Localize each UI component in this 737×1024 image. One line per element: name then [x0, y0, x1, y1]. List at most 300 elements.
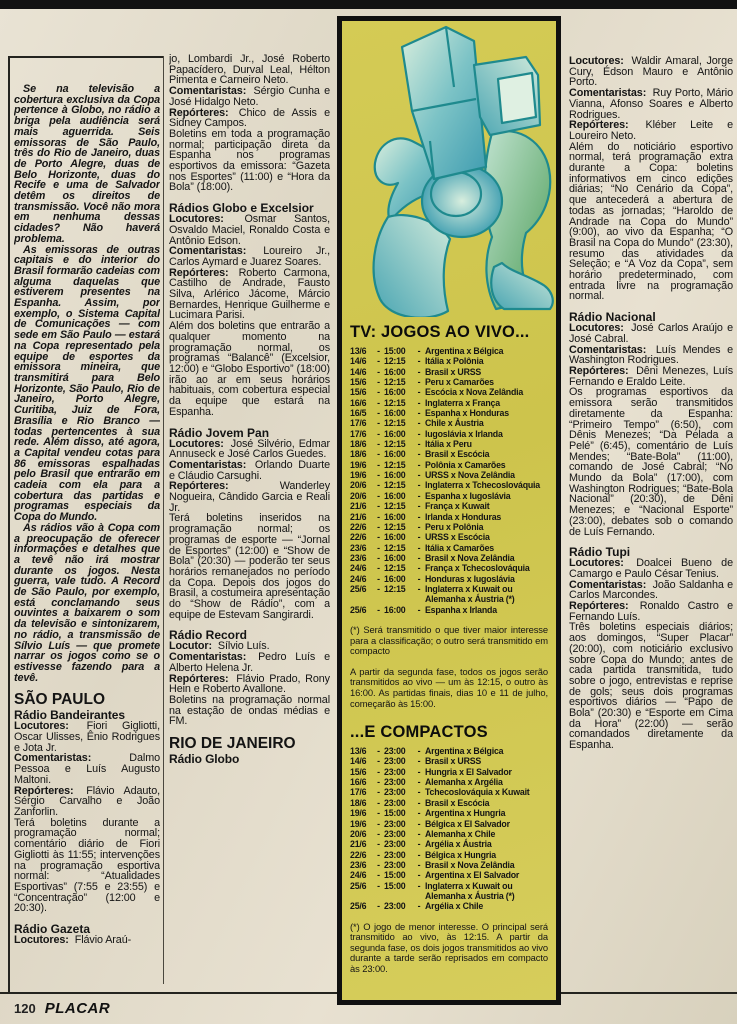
text-block	[569, 323, 733, 344]
match-date: 19/6	[350, 808, 367, 819]
separator-dash: -	[417, 532, 421, 543]
separator-dash: -	[377, 777, 380, 788]
match-date: 22/6	[350, 532, 367, 543]
match-teams: URSS x Nova Zelândia	[425, 470, 515, 481]
separator-dash: -	[417, 397, 421, 408]
separator-dash: -	[377, 501, 380, 512]
separator-dash: -	[417, 521, 421, 532]
text-block	[569, 366, 733, 387]
match-date: 16/6	[350, 777, 367, 788]
match-date: 20/6	[350, 490, 367, 501]
text-block	[169, 54, 330, 86]
role-label: Comentaristas:	[569, 343, 647, 356]
match-date: 17/6	[350, 428, 367, 439]
block-text: João Saldanha e Carlos Marcondes.	[569, 578, 733, 602]
separator-dash: -	[417, 449, 421, 460]
match-time: 12:15	[384, 480, 406, 491]
text-block	[169, 513, 330, 620]
match-date: 25/6	[350, 583, 367, 594]
match-time: 23:00	[384, 849, 406, 860]
block-text: Rádio Record	[169, 628, 248, 643]
role-label: Comentaristas:	[169, 458, 247, 471]
block-text: Além do noticiário esportivo normal, terá programação extra durante a Copa: boletins informativos em cinco edições diárias; “No Cenário da Copa”, que antecederá a abertura de todas as jornadas; “Haroldo de Andrade na Copa do Mundo” (9:00), ao vivo da Espanha; “O Brasil na Copa do Mundo” (23:30), resumo das atividades da Seleção; e “A Voz da Copa”, sem horário predeterminado, com entrada livre na programação normal.	[569, 140, 733, 303]
schedule-row	[350, 501, 548, 511]
text-block	[569, 88, 733, 120]
separator-dash: -	[377, 470, 380, 481]
match-teams: Inglaterra x Kuwait ou Alemanha x Áustria (*)	[425, 583, 515, 605]
match-teams: Itália x Peru	[425, 439, 472, 450]
match-teams: Espanha x Irlanda	[425, 604, 497, 615]
text-block	[169, 736, 330, 751]
block-text: Rádio Tupi	[569, 545, 631, 560]
match-time: 16:00	[384, 604, 406, 615]
separator-dash: -	[417, 563, 421, 574]
separator-dash: -	[377, 563, 380, 574]
separator-dash: -	[417, 756, 421, 767]
schedule-row	[350, 860, 548, 870]
match-time: 12:15	[384, 542, 406, 553]
separator-dash: -	[377, 859, 380, 870]
separator-dash: -	[377, 839, 380, 850]
match-teams: França x Kuwait	[425, 501, 490, 512]
separator-dash: -	[377, 532, 380, 543]
match-time: 12:15	[384, 521, 406, 532]
match-date: 22/6	[350, 849, 367, 860]
role-label: Repórteres:	[569, 119, 629, 132]
separator-dash: -	[377, 797, 380, 808]
match-time: 15:00	[384, 880, 406, 891]
text-block	[14, 818, 160, 914]
schedule-row	[350, 881, 548, 902]
block-text: Flávio Prado, Rony Hein e Roberto Avallone.	[169, 672, 330, 696]
column-divider-rule	[163, 56, 164, 984]
separator-dash: -	[377, 849, 380, 860]
match-date: 19/6	[350, 459, 367, 470]
match-date: 17/6	[350, 787, 367, 798]
block-text: Orlando Duarte e Cláudio Carsughi.	[169, 458, 330, 482]
match-teams: Honduras x Iugoslávia	[425, 573, 515, 584]
match-date: 16/5	[350, 408, 367, 419]
schedule-row	[350, 605, 548, 615]
match-time: 16:00	[384, 449, 406, 460]
match-teams: Peru x Polônia	[425, 521, 484, 532]
role-label: Comentaristas:	[169, 245, 247, 258]
match-time: 23:00	[384, 828, 406, 839]
text-block	[169, 481, 330, 513]
match-time: 16:00	[384, 428, 406, 439]
match-time: 12:15	[384, 583, 406, 594]
separator-dash: -	[377, 418, 380, 429]
separator-dash: -	[377, 377, 380, 388]
text-block	[169, 129, 330, 193]
separator-dash: -	[377, 511, 380, 522]
match-teams: Argentina x Bélgica	[425, 746, 504, 757]
text-block	[569, 387, 733, 537]
schedule-row	[350, 543, 548, 553]
block-text: Flávio Araú-	[74, 934, 132, 947]
second-column	[169, 54, 330, 972]
match-date: 25/6	[350, 880, 367, 891]
match-date: 13/6	[350, 346, 367, 356]
match-teams: Argélia x Chile	[425, 901, 484, 912]
separator-dash: -	[417, 377, 421, 388]
text-block	[169, 86, 330, 107]
block-text: SÃO PAULO	[14, 691, 105, 709]
match-teams: Itália x Polônia	[425, 356, 484, 367]
match-date: 15/6	[350, 377, 367, 388]
match-date: 22/6	[350, 521, 367, 532]
separator-dash: -	[377, 439, 380, 450]
role-label: Locutor:	[169, 640, 212, 653]
schedule-row	[350, 563, 548, 573]
separator-dash: -	[377, 408, 380, 419]
block-text: Terá boletins durante a programação normal; comentário diário de Fiori Gigliotti às 11:55; intervenções na programação esportiva normal: “Atualidades Esportivas” (7:55 e 23:55) e “Concentração” (12:00 e 20:30).	[14, 816, 160, 915]
separator-dash: -	[377, 604, 380, 615]
schedule-row	[350, 870, 548, 880]
schedule-row	[350, 356, 548, 366]
role-label: Repórteres:	[169, 106, 229, 119]
separator-dash: -	[377, 808, 380, 819]
match-teams: Iugoslávia x Irlanda	[425, 428, 503, 439]
text-block	[169, 652, 330, 673]
text-block	[569, 120, 733, 141]
block-text: Ronaldo Castro e Fernando Luís.	[569, 600, 733, 623]
separator-dash: -	[377, 366, 380, 377]
role-label: Locutores:	[569, 56, 624, 67]
role-label: Repórteres:	[569, 600, 629, 613]
separator-dash: -	[417, 356, 421, 367]
role-label: Repórteres:	[169, 266, 229, 279]
match-teams: Bélgica x El Salvador	[425, 818, 510, 829]
match-date: 23/6	[350, 552, 367, 563]
match-time: 23:00	[384, 839, 406, 850]
block-text: Rádio Globo	[169, 752, 240, 767]
block-text: Pedro Luís e Alberto Helena Jr.	[169, 651, 330, 674]
separator-dash: -	[377, 346, 380, 356]
match-teams: Bélgica x Hungria	[425, 849, 496, 860]
separator-dash: -	[417, 480, 421, 491]
text-block	[569, 142, 733, 303]
match-date: 18/6	[350, 439, 367, 450]
schedule-row	[350, 460, 548, 470]
schedule-row	[350, 553, 548, 563]
match-teams: Escócia x Nova Zelândia	[425, 387, 524, 398]
match-date: 14/6	[350, 756, 367, 767]
schedule-row	[350, 574, 548, 584]
match-teams: Tchecoslováquia x Kuwait	[425, 787, 530, 798]
schedule-row	[350, 439, 548, 449]
separator-dash: -	[377, 356, 380, 367]
match-time: 23:00	[384, 901, 406, 912]
schedule-row	[350, 756, 548, 766]
block-text: Chico de Assis e Sidney Campos.	[169, 106, 330, 130]
second-phase-note: A partir da segunda fase, todos os jogos serão transmitidos ao vivo — um às 12:15, o outro às 16:00. As partidas finais, dias 10 e 11 de julho, começarão às 15:00.	[350, 665, 548, 709]
text-block	[14, 84, 160, 245]
match-teams: Argélia x Áustria	[425, 839, 492, 850]
match-date: 14/6	[350, 366, 367, 377]
match-date: 20/6	[350, 828, 367, 839]
block-text: Waldir Amaral, Jorge Cury, Édson Mauro e Antônio Porto.	[569, 56, 733, 89]
separator-dash: -	[377, 756, 380, 767]
match-date: 21/6	[350, 501, 367, 512]
match-date: 18/6	[350, 449, 367, 460]
block-text: As emissoras de outras capitais e do interior do Brasil formarão cadeias com alguma daquelas que estiverem presentes na Espanha. Assim, por exemplo, o Sistema Capital de Comunicações — com sede em São Paulo — estará na Copa representado pela equipe de esportes da emissora mineira, que transmitirá para Belo Horizonte, São Paulo, Rio de Janeiro, Porto Alegre, Curitiba, Juiz de Fora, Brasília e Rio Branco — todas pertencentes à sua rede. Além disso, até agora, a Capital vendeu cotas para 86 emissoras espalhadas pelo Brasil que entrarão em cadeia com ela para a cobertura das partidas e programas especiais da Copa do Mundo.	[14, 243, 160, 524]
match-teams: Argentina x Hungria	[425, 808, 506, 819]
match-time: 23:00	[384, 756, 406, 767]
match-time: 12:15	[384, 377, 406, 388]
role-label: Locutores:	[169, 213, 224, 226]
text-block	[14, 935, 160, 946]
block-text: Rádio Nacional	[569, 310, 656, 325]
role-label: Repórteres:	[569, 364, 629, 377]
separator-dash: -	[417, 459, 421, 470]
match-teams: Brasil x URSS	[425, 756, 482, 767]
match-time: 23:00	[384, 777, 406, 788]
separator-dash: -	[417, 573, 421, 584]
match-time: 12:15	[384, 563, 406, 574]
match-date: 24/6	[350, 870, 367, 881]
block-text: Terá boletins inseridos na programação normal; os programas de esporte — “Jornal de Esportes” (12:00) e “Show de Bola” (20:30) — poderão ter seus horários remanejados no período da Copa. Depois dos jogos do Brasil, a costumeira apresentação do “Show de Rádio”, com a equipe de Estevam Sangirardi.	[169, 512, 330, 621]
top-black-bar	[0, 0, 737, 9]
compacts-footnote: (*) O jogo de menor interesse. O principal será transmitido ao vivo, às 12:15. A partir da segunda fase, os dois jogos transmitidos ao vivo durante a tarde serão reprisados em compacto às 23:00.	[350, 920, 548, 974]
separator-dash: -	[377, 480, 380, 491]
schedule-row	[350, 901, 548, 911]
schedule-row	[350, 512, 548, 522]
separator-dash: -	[377, 428, 380, 439]
schedule-row	[350, 398, 548, 408]
schedule-row	[350, 777, 548, 787]
right-column	[569, 56, 733, 984]
separator-dash: -	[417, 880, 421, 891]
separator-dash: -	[377, 449, 380, 460]
page-footer	[14, 1000, 110, 1017]
block-text: Rádios Globo e Excelsior	[169, 201, 314, 216]
separator-dash: -	[377, 901, 380, 912]
match-teams: França x Tchecoslováquia	[425, 563, 530, 574]
block-text: Se na televisão a cobertura exclusiva da Copa pertence à Globo, no rádio a briga pela audiência será mais aguerrida. Seis emissoras de São Paulo, três do Rio de Janeiro, duas de Porto Alegre, duas de Belo Horizonte, duas do Recife e uma de Salvador detêm os direitos de transmissão. Você não mora em nenhuma dessas cidades? Não haverá problema.	[14, 84, 160, 245]
match-time: 12:15	[384, 439, 406, 450]
match-teams: Argentina x Bélgica	[425, 346, 504, 356]
match-date: 25/6	[350, 604, 367, 615]
schedule-row	[350, 808, 548, 818]
text-block	[169, 246, 330, 267]
match-teams: Brasil x Escócia	[425, 797, 490, 808]
schedule-row	[350, 819, 548, 829]
role-label: Repórteres:	[169, 480, 229, 493]
separator-dash: -	[377, 880, 380, 891]
block-text: Loureiro Jr., Carlos Aymard e Juarez Soares.	[169, 245, 330, 268]
text-block	[169, 439, 330, 460]
match-time: 16:00	[384, 511, 406, 522]
text-block	[569, 56, 733, 88]
intro-column	[14, 84, 160, 986]
match-time: 23:00	[384, 766, 406, 777]
text-block	[169, 674, 330, 695]
schedule-row	[350, 829, 548, 839]
tv-schedule-box	[337, 16, 561, 1005]
separator-dash: -	[377, 870, 380, 881]
separator-dash: -	[417, 797, 421, 808]
match-date: 15/6	[350, 766, 367, 777]
intro-top-rule	[8, 56, 164, 58]
text-block	[569, 601, 733, 622]
schedule-row	[350, 532, 548, 542]
match-teams: Alemanha x Chile	[425, 828, 496, 839]
block-text: RIO DE JANEIRO	[169, 735, 296, 753]
match-teams: Alemanha x Argélia	[425, 777, 503, 788]
separator-dash: -	[417, 418, 421, 429]
role-label: Locutores:	[569, 557, 624, 570]
match-date: 23/6	[350, 542, 367, 553]
separator-dash: -	[417, 408, 421, 419]
separator-dash: -	[377, 828, 380, 839]
match-time: 15:00	[384, 346, 406, 356]
separator-dash: -	[417, 583, 421, 594]
separator-dash: -	[417, 766, 421, 777]
match-date: 20/6	[350, 480, 367, 491]
block-text: Ruy Porto, Mário Vianna, Afonso Soares e Alberto Rodrigues.	[569, 87, 733, 121]
block-text: Luís Mendes e Washington Rodrigues.	[569, 343, 733, 367]
match-time: 12:15	[384, 501, 406, 512]
match-time: 12:15	[384, 397, 406, 408]
text-block	[569, 345, 733, 366]
schedule-row	[350, 584, 548, 605]
text-block	[169, 268, 330, 322]
text-block	[14, 523, 160, 684]
block-text: Rádio Jovem Pan	[169, 425, 270, 440]
live-games-list	[350, 346, 548, 615]
schedule-row	[350, 746, 548, 756]
schedule-row	[350, 522, 548, 532]
role-label: Locutores:	[14, 934, 69, 947]
schedule-row	[350, 787, 548, 797]
match-time: 12:15	[384, 418, 406, 429]
match-date: 23/6	[350, 859, 367, 870]
role-label: Locutores:	[569, 322, 624, 335]
match-date: 18/6	[350, 797, 367, 808]
block-text: Rádio Gazeta	[14, 922, 91, 937]
role-label: Repórteres:	[169, 672, 229, 685]
separator-dash: -	[417, 366, 421, 377]
separator-dash: -	[417, 542, 421, 553]
match-date: 21/6	[350, 511, 367, 522]
separator-dash: -	[417, 828, 421, 839]
match-date: 14/6	[350, 356, 367, 367]
block-text: José Silvério, Edmar Annuseck e José Carlos Guedes.	[169, 437, 330, 461]
match-teams: Brasil x Nova Zelândia	[425, 552, 515, 563]
schedule-row	[350, 346, 548, 356]
separator-dash: -	[377, 459, 380, 470]
left-frame-rule	[8, 56, 10, 993]
compacts-list	[350, 746, 548, 912]
block-text: Doalcei Bueno de Camargo e Paulo César Tenius.	[569, 557, 733, 580]
separator-dash: -	[417, 346, 421, 356]
text-block	[169, 460, 330, 481]
match-teams: Brasil x Escócia	[425, 449, 490, 460]
separator-dash: -	[417, 777, 421, 788]
schedule-row	[350, 798, 548, 808]
text-block	[569, 580, 733, 601]
text-block	[14, 721, 160, 753]
block-text: Roberto Carmona, Castilho de Andrade, Fausto Silva, Arlérico Jácome, Márcio Bernardes, Henrique Guilherme e Lucimara Parisi.	[169, 266, 330, 322]
match-time: 23:00	[384, 797, 406, 808]
separator-dash: -	[377, 542, 380, 553]
schedule-row	[350, 367, 548, 377]
separator-dash: -	[377, 397, 380, 408]
role-label: Comentaristas:	[569, 578, 647, 591]
match-time: 15:00	[384, 870, 406, 881]
match-time: 16:00	[384, 573, 406, 584]
separator-dash: -	[377, 766, 380, 777]
schedule-row	[350, 408, 548, 418]
text-block	[169, 753, 330, 765]
separator-dash: -	[417, 490, 421, 501]
text-block	[169, 108, 330, 129]
schedule-row	[350, 839, 548, 849]
block-text: Osmar Santos, Osvaldo Maciel, Ronaldo Costa e Antônio Edson.	[169, 213, 330, 247]
match-teams: Brasil x Nova Zelândia	[425, 859, 515, 870]
schedule-row	[350, 429, 548, 439]
role-label: Comentaristas:	[169, 85, 247, 98]
block-text: Kléber Leite e Loureiro Neto.	[569, 119, 733, 142]
match-teams: URSS x Escócia	[425, 532, 490, 543]
schedule-row	[350, 470, 548, 480]
match-teams: Argentina x El Salvador	[425, 870, 520, 881]
text-block	[14, 692, 160, 707]
match-teams: Espanha x Honduras	[425, 408, 509, 419]
separator-dash: -	[417, 746, 421, 757]
match-teams: Hungria x El Salvador	[425, 766, 512, 777]
separator-dash: -	[377, 521, 380, 532]
separator-dash: -	[417, 428, 421, 439]
role-label: Comentaristas:	[569, 87, 647, 100]
separator-dash: -	[377, 787, 380, 798]
match-teams: Peru x Camarões	[425, 377, 494, 388]
role-label: Repórteres:	[14, 784, 74, 797]
block-text: Boletins na programação normal na estação de ondas médias e FM.	[169, 693, 330, 728]
block-text: Boletins em toda a programação normal; participação direta da Espanha nos programas esportivos da emissora: “Gazeta nos Esportes” (11:00) e “Hora da Bola” (18:00).	[169, 127, 330, 194]
separator-dash: -	[377, 583, 380, 594]
text-block	[14, 786, 160, 818]
separator-dash: -	[417, 859, 421, 870]
block-text: Fiori Gigliotti, Oscar Ulisses, Ênio Rodrigues e Jota Jr.	[14, 720, 160, 754]
text-block	[169, 695, 330, 727]
live-games-title: TV: JOGOS AO VIVO...	[350, 323, 530, 341]
match-time: 16:00	[384, 552, 406, 563]
match-time: 16:00	[384, 470, 406, 481]
separator-dash: -	[417, 849, 421, 860]
compacts-title: ...E COMPACTOS	[350, 723, 488, 742]
separator-dash: -	[377, 490, 380, 501]
separator-dash: -	[417, 439, 421, 450]
separator-dash: -	[417, 387, 421, 398]
match-date: 19/6	[350, 818, 367, 829]
live-footnote: (*) Será transmitido o que tiver maior interesse para a classificação; o outro será transmitido em compacto	[350, 623, 548, 657]
separator-dash: -	[417, 511, 421, 522]
match-date: 15/6	[350, 387, 367, 398]
text-block	[169, 214, 330, 246]
separator-dash: -	[417, 818, 421, 829]
match-time: 16:00	[384, 408, 406, 419]
match-time: 16:00	[384, 387, 406, 398]
schedule-row	[350, 491, 548, 501]
block-text: Três boletins especiais diários; aos domingos, “Super Placar” (20:00), com noticiário exclusivo sobre Copa do Mundo; antes de cada partida transmitida, tudo sobre o jogo, entrevistas e reprise de gols; seus dois programas esportivos diários — “Papo de Bola” (20:30) e “Esporte em Cima da Hora” (22:00) — serão comandados diretamente da Espanha.	[569, 621, 733, 752]
match-teams: Itália x Camarões	[425, 542, 494, 553]
match-date: 13/6	[350, 746, 367, 757]
separator-dash: -	[377, 573, 380, 584]
match-time: 15:00	[384, 808, 406, 819]
separator-dash: -	[417, 552, 421, 563]
